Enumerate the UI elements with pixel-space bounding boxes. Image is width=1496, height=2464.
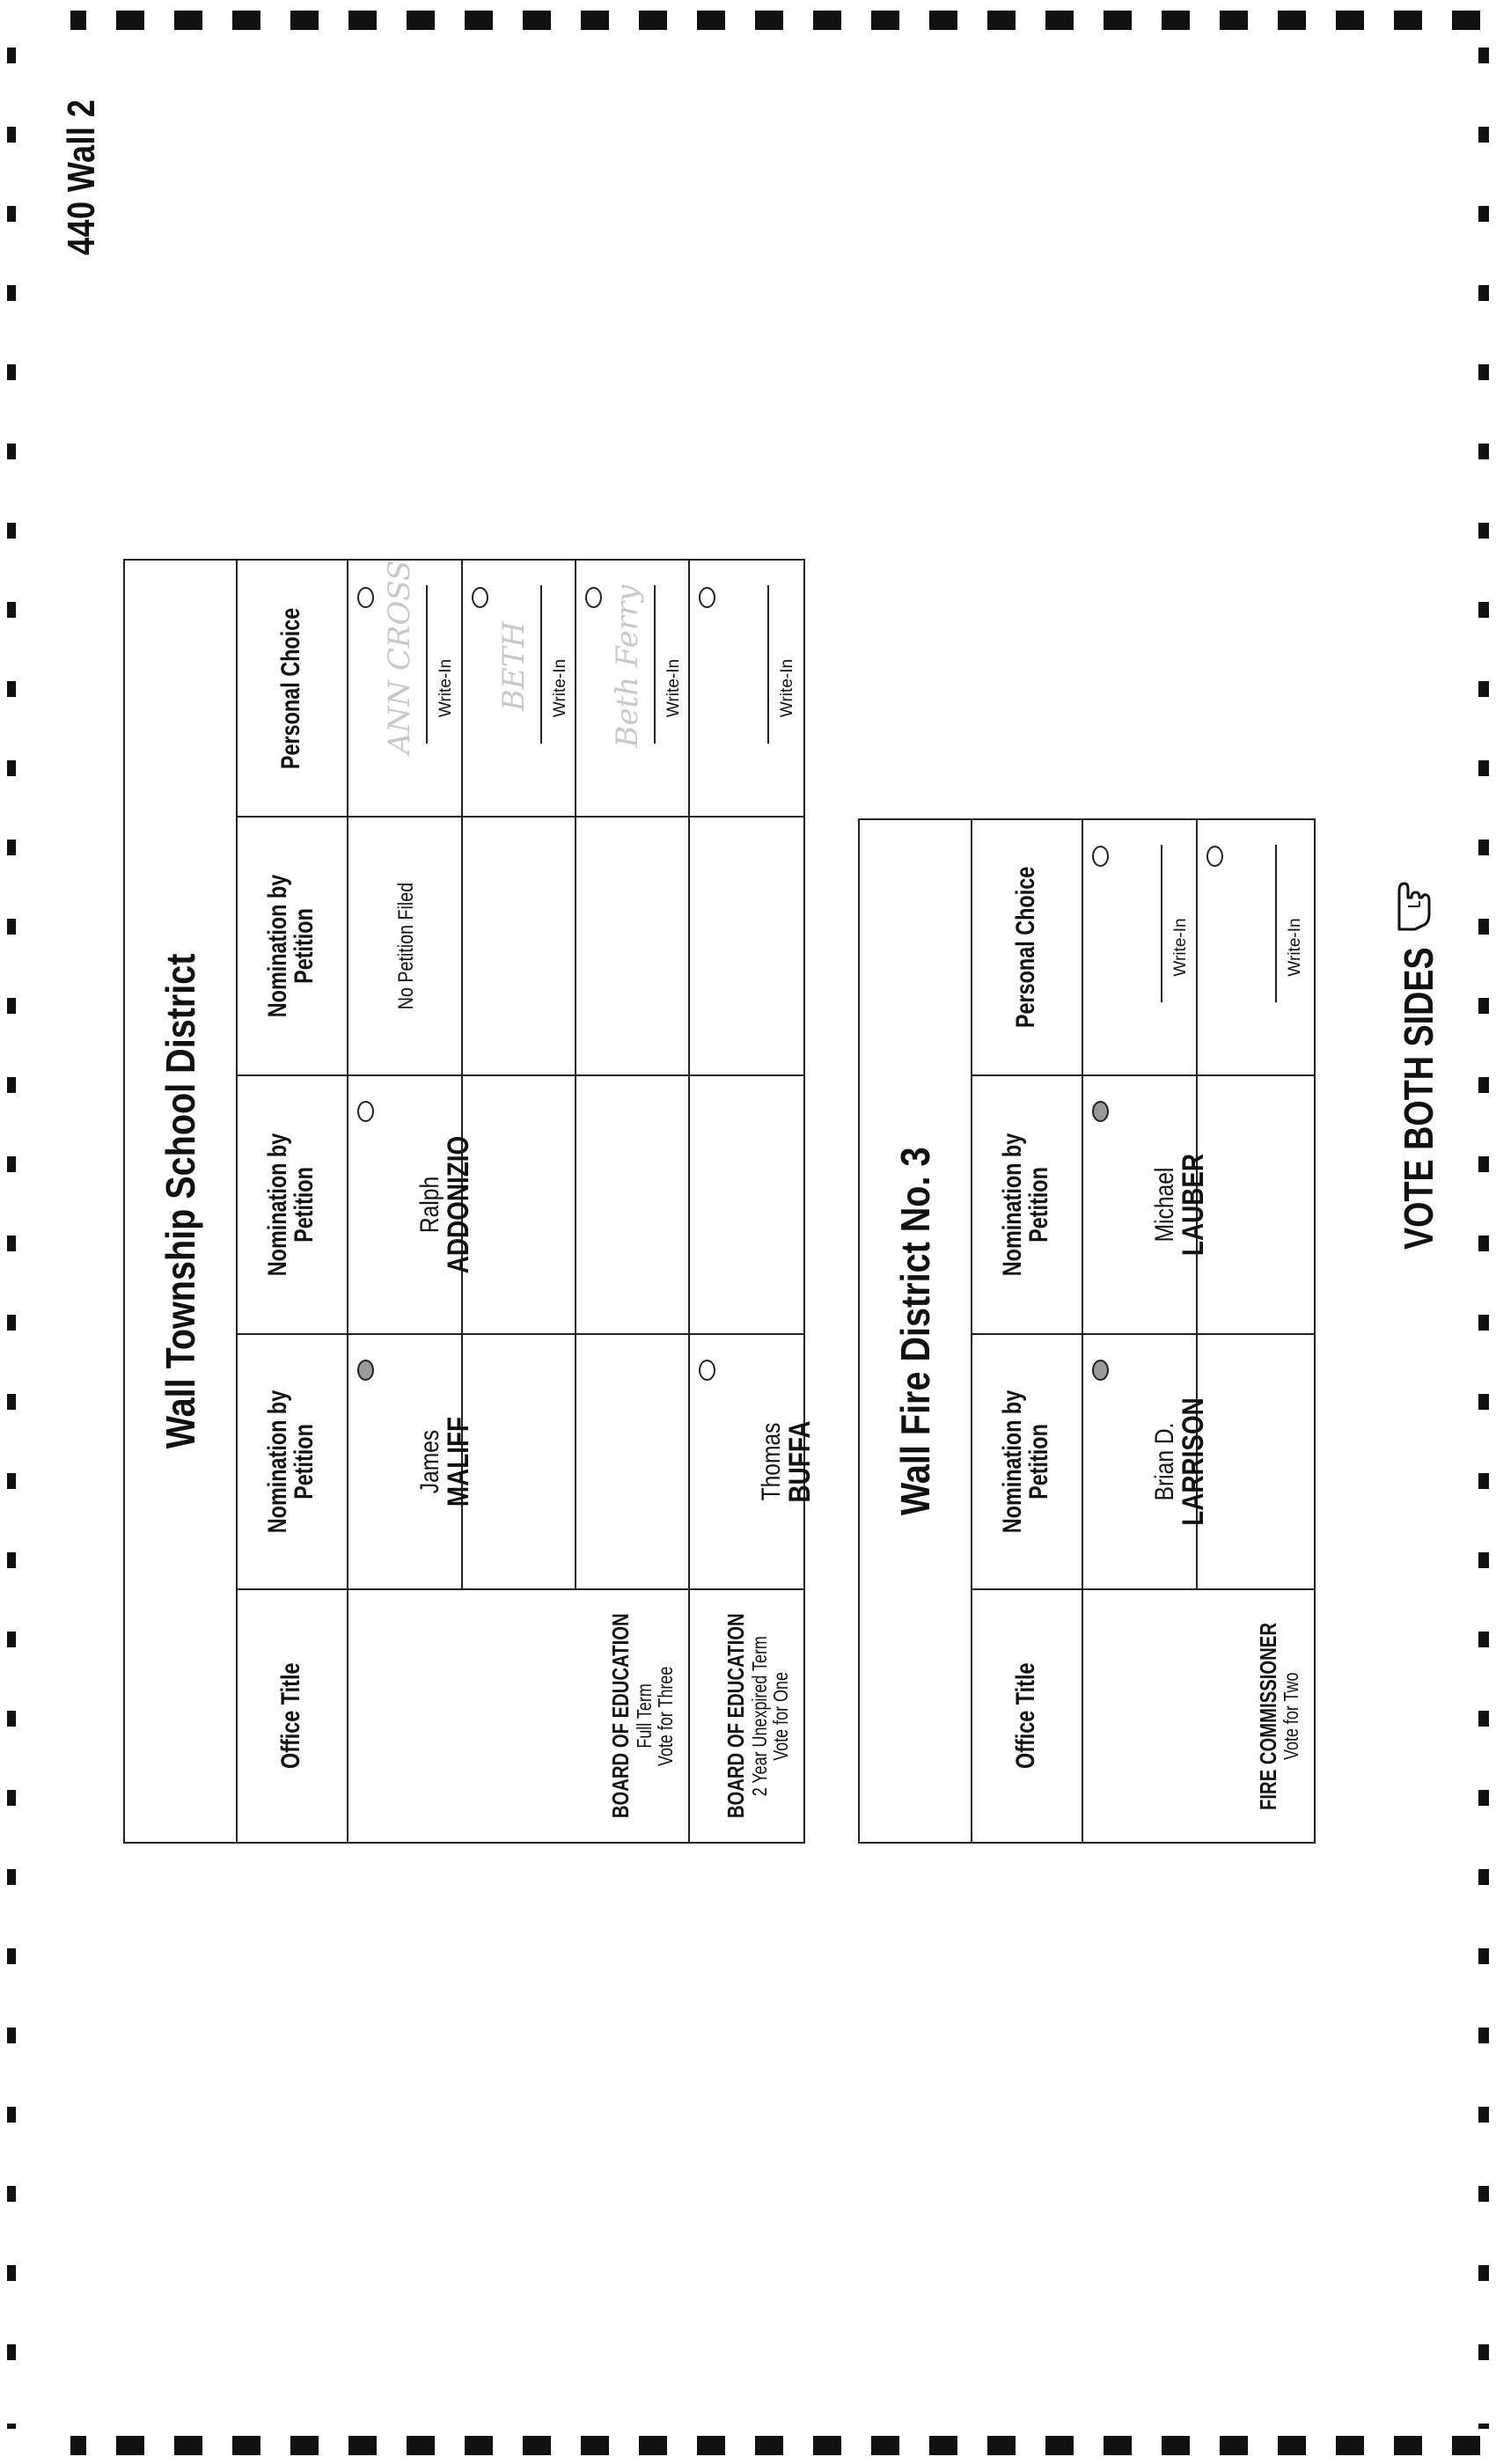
candidate-name: Michael LAUBER xyxy=(1150,1153,1210,1257)
office-vote-for: Vote for Three xyxy=(653,1666,677,1766)
empty-cell xyxy=(463,1074,576,1333)
write-in-handwriting: BETH xyxy=(496,620,532,712)
write-in-line[interactable] xyxy=(426,585,428,744)
write-in-label: Write-In xyxy=(778,658,796,718)
office-vote-for: Vote for One xyxy=(768,1671,792,1761)
empty-cell xyxy=(576,816,690,1074)
school-district-race xyxy=(123,559,817,1844)
write-in-line[interactable] xyxy=(654,585,656,744)
write-in-line[interactable] xyxy=(767,585,769,744)
candidate-name: Ralph ADDONIZIO xyxy=(415,1135,475,1274)
office-fire-commissioner xyxy=(1083,1588,1314,1842)
office-name: FIRE COMMISSIONER xyxy=(1254,1622,1281,1810)
write-in-oval[interactable] xyxy=(357,587,374,608)
empty-cell xyxy=(576,1333,690,1588)
office-name: BOARD OF EDUCATION xyxy=(722,1613,750,1819)
vote-oval[interactable] xyxy=(357,1360,374,1381)
header-office-title: Office Title xyxy=(236,1588,348,1842)
write-in-line[interactable] xyxy=(1275,845,1277,1002)
fire-district-title: Wall Fire District No. 3 xyxy=(860,820,972,1842)
empty-cell xyxy=(690,816,803,1074)
candidate-name: Brian D. LARRISON xyxy=(1150,1397,1210,1526)
candidate-name: James MALIFF xyxy=(415,1416,475,1507)
write-in-oval[interactable] xyxy=(472,587,488,608)
school-district-title: Wall Township School District xyxy=(125,561,238,1842)
fire-district-grid xyxy=(971,820,1314,1842)
office-board-unexpired xyxy=(690,1588,803,1842)
empty-cell xyxy=(1198,1333,1314,1588)
write-in-handwriting: ANN CROSS xyxy=(382,560,417,754)
header-nomination-petition-3: Nomination by Petition xyxy=(236,816,348,1074)
write-in-oval[interactable] xyxy=(585,587,602,608)
empty-cell xyxy=(576,1074,690,1333)
write-in-line[interactable] xyxy=(1161,845,1162,1002)
office-term: 2 Year Unexpired Term xyxy=(747,1635,771,1797)
fire-district-race xyxy=(858,818,1316,1844)
write-in-label: Write-In xyxy=(436,658,455,718)
no-petition-cell xyxy=(348,816,463,1074)
write-in-handwriting: Beth Ferry xyxy=(610,584,645,748)
no-petition-filed: No Petition Filed xyxy=(394,882,418,1010)
header-office-title: Office Title xyxy=(971,1588,1083,1842)
vote-oval[interactable] xyxy=(1092,1101,1109,1122)
header-nomination-petition-1: Nomination by Petition xyxy=(971,1333,1083,1588)
candidate-cell-lauber[interactable] xyxy=(1083,1074,1210,1333)
office-board-full-term xyxy=(348,1588,690,1842)
vote-oval[interactable] xyxy=(357,1101,374,1122)
candidate-name: Thomas BUFFA xyxy=(757,1420,817,1503)
candidate-cell-addonizio[interactable] xyxy=(348,1074,475,1333)
write-in-label: Write-In xyxy=(1171,918,1190,977)
write-in-label: Write-In xyxy=(551,658,569,718)
empty-cell xyxy=(463,1333,576,1588)
vote-both-sides: VOTE BOTH SIDES xyxy=(1396,947,1441,1250)
write-in-label: Write-In xyxy=(1286,918,1304,977)
vote-oval[interactable] xyxy=(699,1360,715,1381)
candidate-cell-buffa[interactable] xyxy=(690,1333,817,1588)
candidate-cell-maliff[interactable] xyxy=(348,1333,475,1588)
empty-cell xyxy=(690,1074,803,1333)
candidate-cell-larrison[interactable] xyxy=(1083,1333,1210,1588)
write-in-label: Write-In xyxy=(664,658,683,718)
write-in-cell-1[interactable] xyxy=(348,561,463,816)
header-personal-choice: Personal Choice xyxy=(236,561,348,816)
ballot-id: 440 Wall 2 xyxy=(60,99,103,255)
write-in-line[interactable] xyxy=(540,585,542,744)
write-in-cell-unexpired[interactable] xyxy=(690,561,803,816)
write-in-oval[interactable] xyxy=(1092,846,1109,867)
empty-cell xyxy=(463,816,576,1074)
header-nomination-petition-1: Nomination by Petition xyxy=(236,1333,348,1588)
vote-oval[interactable] xyxy=(1092,1360,1109,1381)
write-in-cell-2[interactable] xyxy=(463,561,576,816)
office-vote-for: Vote for Two xyxy=(1279,1672,1302,1760)
pointing-hand-icon xyxy=(1382,854,1434,933)
write-in-oval[interactable] xyxy=(699,587,715,608)
office-name: BOARD OF EDUCATION xyxy=(607,1613,634,1819)
write-in-cell-2[interactable] xyxy=(1198,820,1314,1074)
office-term: Full Term xyxy=(632,1683,656,1749)
header-nomination-petition-2: Nomination by Petition xyxy=(971,1074,1083,1333)
empty-cell xyxy=(1198,1074,1314,1333)
header-personal-choice: Personal Choice xyxy=(971,820,1083,1074)
school-district-grid xyxy=(236,560,817,1842)
header-nomination-petition-2: Nomination by Petition xyxy=(236,1074,348,1333)
write-in-cell-1[interactable] xyxy=(1083,820,1198,1074)
write-in-cell-3[interactable] xyxy=(576,561,690,816)
write-in-oval[interactable] xyxy=(1206,846,1223,867)
